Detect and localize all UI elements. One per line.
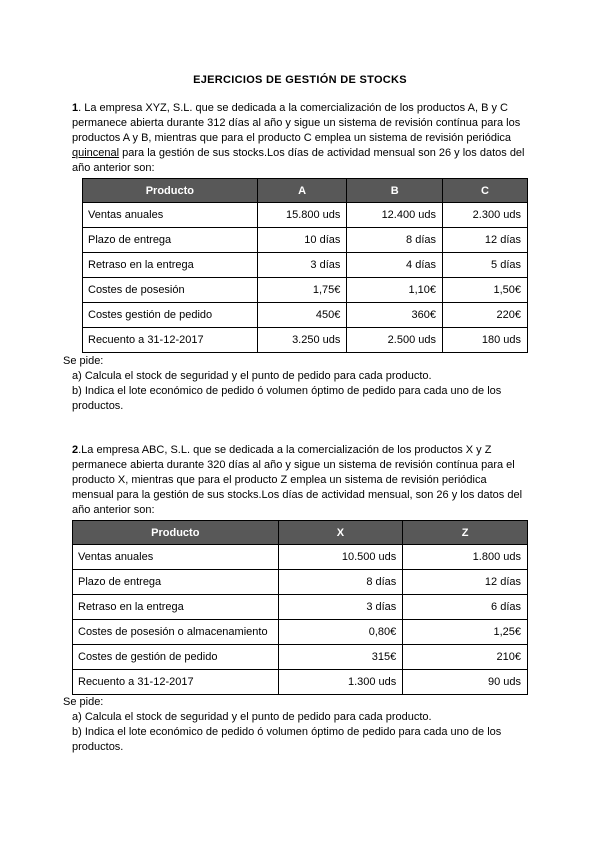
table-row [73, 620, 528, 645]
cell-c: 2.300 uds [443, 203, 528, 228]
cell-x: 1.300 uds [278, 670, 403, 695]
cell-b: 2.500 uds [347, 328, 443, 353]
cell-x: 315€ [278, 645, 403, 670]
header-x: X [278, 521, 403, 545]
exercise-2-number: 2 [72, 444, 79, 456]
exercise-1-question-a: a) Calcula el stock de seguridad y el punto de pedido para cada producto. [72, 370, 432, 382]
header-producto: Producto [83, 179, 258, 203]
exercise-2-text: .La empresa ABC, S.L. que se dedicada a la comercialización de los productos X y Z permanece abierta durante 320 días al año y sigue un sistema de revisión contínua para el producto X, mientras que para el producto Z emplea un sistema de revisión periódica mensual para la gestión de sus stocks.Los días de actividad mensual, son 26 y los datos del año anterior son: [72, 444, 523, 516]
row-label: Ventas anuales [83, 203, 258, 228]
cell-a: 3 días [257, 253, 347, 278]
cell-x: 10.500 uds [278, 545, 403, 570]
header-b: B [347, 179, 443, 203]
header-a: A [257, 179, 347, 203]
table-row [83, 278, 528, 303]
row-label: Recuento a 31-12-2017 [73, 670, 279, 695]
exercise-1-underlined-word: quincenal [72, 147, 120, 159]
row-label: Ventas anuales [73, 545, 279, 570]
exercise-2-se-pide: Se pide: [63, 696, 104, 708]
table-row [83, 203, 528, 228]
table-row [83, 228, 528, 253]
cell-a: 10 días [257, 228, 347, 253]
exercise-1-number: 1 [72, 102, 79, 114]
cell-c: 1,50€ [443, 278, 528, 303]
row-label: Recuento a 31-12-2017 [83, 328, 258, 353]
cell-a: 450€ [257, 303, 347, 328]
exercise-1-statement [72, 101, 530, 176]
table-row [73, 670, 528, 695]
row-label: Plazo de entrega [83, 228, 258, 253]
row-label: Retraso en la entrega [83, 253, 258, 278]
exercise-2-question-b: b) Indica el lote económico de pedido ó volumen óptimo de pedido para cada uno de los productos. [72, 726, 502, 753]
cell-x: 0,80€ [278, 620, 403, 645]
exercise-2-question-a: a) Calcula el stock de seguridad y el punto de pedido para cada producto. [72, 711, 432, 723]
cell-a: 3.250 uds [257, 328, 347, 353]
table-row [73, 570, 528, 595]
exercise-1-question-b: b) Indica el lote económico de pedido ó volumen óptimo de pedido para cada uno de los productos. [72, 385, 502, 412]
cell-c: 180 uds [443, 328, 528, 353]
exercise-1-table [82, 178, 528, 353]
cell-z: 210€ [403, 645, 528, 670]
row-label: Retraso en la entrega [73, 595, 279, 620]
exercise-2-statement [72, 443, 530, 518]
row-label: Costes de posesión o almacenamiento [73, 620, 279, 645]
header-producto: Producto [73, 521, 279, 545]
header-c: C [443, 179, 528, 203]
cell-b: 8 días [347, 228, 443, 253]
cell-b: 12.400 uds [347, 203, 443, 228]
exercise-2-table [72, 520, 528, 695]
header-z: Z [403, 521, 528, 545]
cell-b: 4 días [347, 253, 443, 278]
table-row [83, 328, 528, 353]
cell-b: 1,10€ [347, 278, 443, 303]
exercise-1-se-pide: Se pide: [63, 355, 104, 367]
cell-z: 6 días [403, 595, 528, 620]
cell-c: 5 días [443, 253, 528, 278]
cell-z: 1,25€ [403, 620, 528, 645]
cell-c: 220€ [443, 303, 528, 328]
table-header-row [83, 179, 528, 203]
table-row [83, 303, 528, 328]
table-row [83, 253, 528, 278]
cell-x: 3 días [278, 595, 403, 620]
exercise-1-text-after: para la gestión de sus stocks.Los días de actividad mensual son 26 y los datos del año anterior son: [72, 147, 525, 174]
cell-z: 90 uds [403, 670, 528, 695]
cell-c: 12 días [443, 228, 528, 253]
cell-z: 12 días [403, 570, 528, 595]
table-header-row [73, 521, 528, 545]
cell-b: 360€ [347, 303, 443, 328]
row-label: Costes de gestión de pedido [73, 645, 279, 670]
table-row [73, 545, 528, 570]
row-label: Costes gestión de pedido [83, 303, 258, 328]
exercise-1-text-before: . La empresa XYZ, S.L. que se dedicada a la comercialización de los productos A, B y C permanece abierta durante 312 días al año y sigue un sistema de revisión contínua para los productos A y B, mientras que para el producto C emplea un sistema de revisión periódica [72, 102, 521, 144]
cell-x: 8 días [278, 570, 403, 595]
cell-a: 1,75€ [257, 278, 347, 303]
row-label: Costes de posesión [83, 278, 258, 303]
cell-z: 1.800 uds [403, 545, 528, 570]
page-title: EJERCICIOS DE GESTIÓN DE STOCKS [193, 74, 407, 86]
row-label: Plazo de entrega [73, 570, 279, 595]
cell-a: 15.800 uds [257, 203, 347, 228]
table-row [73, 645, 528, 670]
table-row [73, 595, 528, 620]
